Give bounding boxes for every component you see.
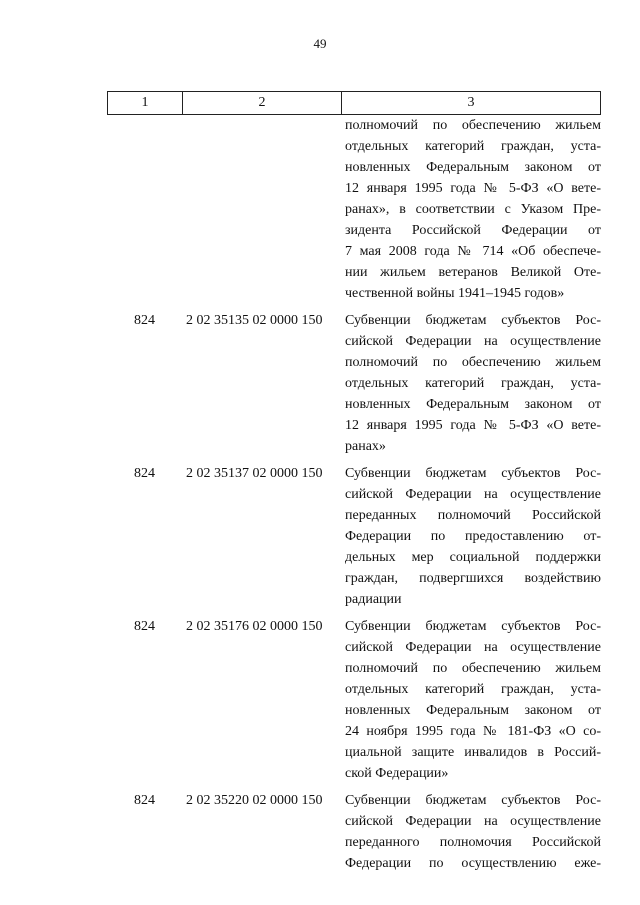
description-line: Федерации по предоставлению от- <box>345 529 601 544</box>
table-body <box>107 115 601 880</box>
description-line: полномочий по обеспечению жильем <box>345 661 601 676</box>
description-line: новленных Федеральным законом от <box>345 703 601 718</box>
description-line: сийской Федерации на осуществление <box>345 334 601 349</box>
table-row <box>107 790 601 874</box>
description-cell <box>341 616 601 784</box>
kbk-cell: 2 02 35137 02 0000 150 <box>186 466 323 481</box>
description-line: Субвенции бюджетам субъектов Рос- <box>345 466 601 481</box>
description-line: нии жильем ветеранов Великой Оте- <box>345 265 601 280</box>
description-line: сийской Федерации на осуществление <box>345 814 601 829</box>
description-line: Федерации по осуществлению еже- <box>345 856 601 871</box>
description-line: отдельных категорий граждан, уста- <box>345 376 601 391</box>
header-col-1: 1 <box>108 92 183 114</box>
table-row-continuation <box>107 115 601 304</box>
description-line: новленных Федеральным законом от <box>345 160 601 175</box>
description-cell <box>341 310 601 457</box>
description-line: дельных мер социальной поддержки <box>345 550 601 565</box>
code-cell: 824 <box>134 313 155 328</box>
description-line: переданного полномочия Российской <box>345 835 601 850</box>
header-col-3: 3 <box>467 95 475 110</box>
description-line: зидента Российской Федерации от <box>345 223 601 238</box>
description-line: сийской Федерации на осуществление <box>345 640 601 655</box>
description-cell <box>341 790 601 874</box>
description-line: ской Федерации» <box>345 766 449 781</box>
code-cell: 824 <box>134 619 155 634</box>
kbk-cell <box>182 115 341 304</box>
table-row <box>107 463 601 610</box>
code-cell <box>107 115 182 304</box>
description-line: 24 ноября 1995 года № 181-ФЗ «О со- <box>345 724 601 739</box>
description-cell <box>341 115 601 304</box>
description-line: чественной войны 1941–1945 годов» <box>345 286 565 301</box>
description-line: переданных полномочий Российской <box>345 508 601 523</box>
description-line: сийской Федерации на осуществление <box>345 487 601 502</box>
description-line: ранах» <box>345 439 386 454</box>
description-cell <box>341 463 601 610</box>
description-line: ранах», в соответствии с Указом Пре- <box>345 202 601 217</box>
table-row <box>107 616 601 784</box>
description-line: 12 января 1995 года № 5-ФЗ «О вете- <box>345 181 601 196</box>
description-line: циальной защите инвалидов в Россий- <box>345 745 601 760</box>
description-line: 7 мая 2008 года № 714 «Об обеспече- <box>345 244 601 259</box>
description-line: Субвенции бюджетам субъектов Рос- <box>345 619 601 634</box>
description-line: граждан, подвергшихся воздействию <box>345 571 601 586</box>
description-line: новленных Федеральным законом от <box>345 397 601 412</box>
page-number: 49 <box>313 36 327 51</box>
code-cell: 824 <box>134 793 155 808</box>
table-header-row <box>107 91 601 115</box>
table-row <box>107 310 601 457</box>
kbk-cell: 2 02 35176 02 0000 150 <box>186 619 323 634</box>
kbk-cell: 2 02 35135 02 0000 150 <box>186 313 323 328</box>
header-col-2: 2 <box>183 92 342 114</box>
description-line: 12 января 1995 года № 5-ФЗ «О вете- <box>345 418 601 433</box>
description-line: Субвенции бюджетам субъектов Рос- <box>345 793 601 808</box>
description-line: отдельных категорий граждан, уста- <box>345 682 601 697</box>
description-line: полномочий по обеспечению жильем <box>345 118 601 133</box>
description-line: полномочий по обеспечению жильем <box>345 355 601 370</box>
code-cell: 824 <box>134 466 155 481</box>
kbk-cell: 2 02 35220 02 0000 150 <box>186 793 323 808</box>
description-line: отдельных категорий граждан, уста- <box>345 139 601 154</box>
description-line: Субвенции бюджетам субъектов Рос- <box>345 313 601 328</box>
description-line: радиации <box>345 592 402 607</box>
